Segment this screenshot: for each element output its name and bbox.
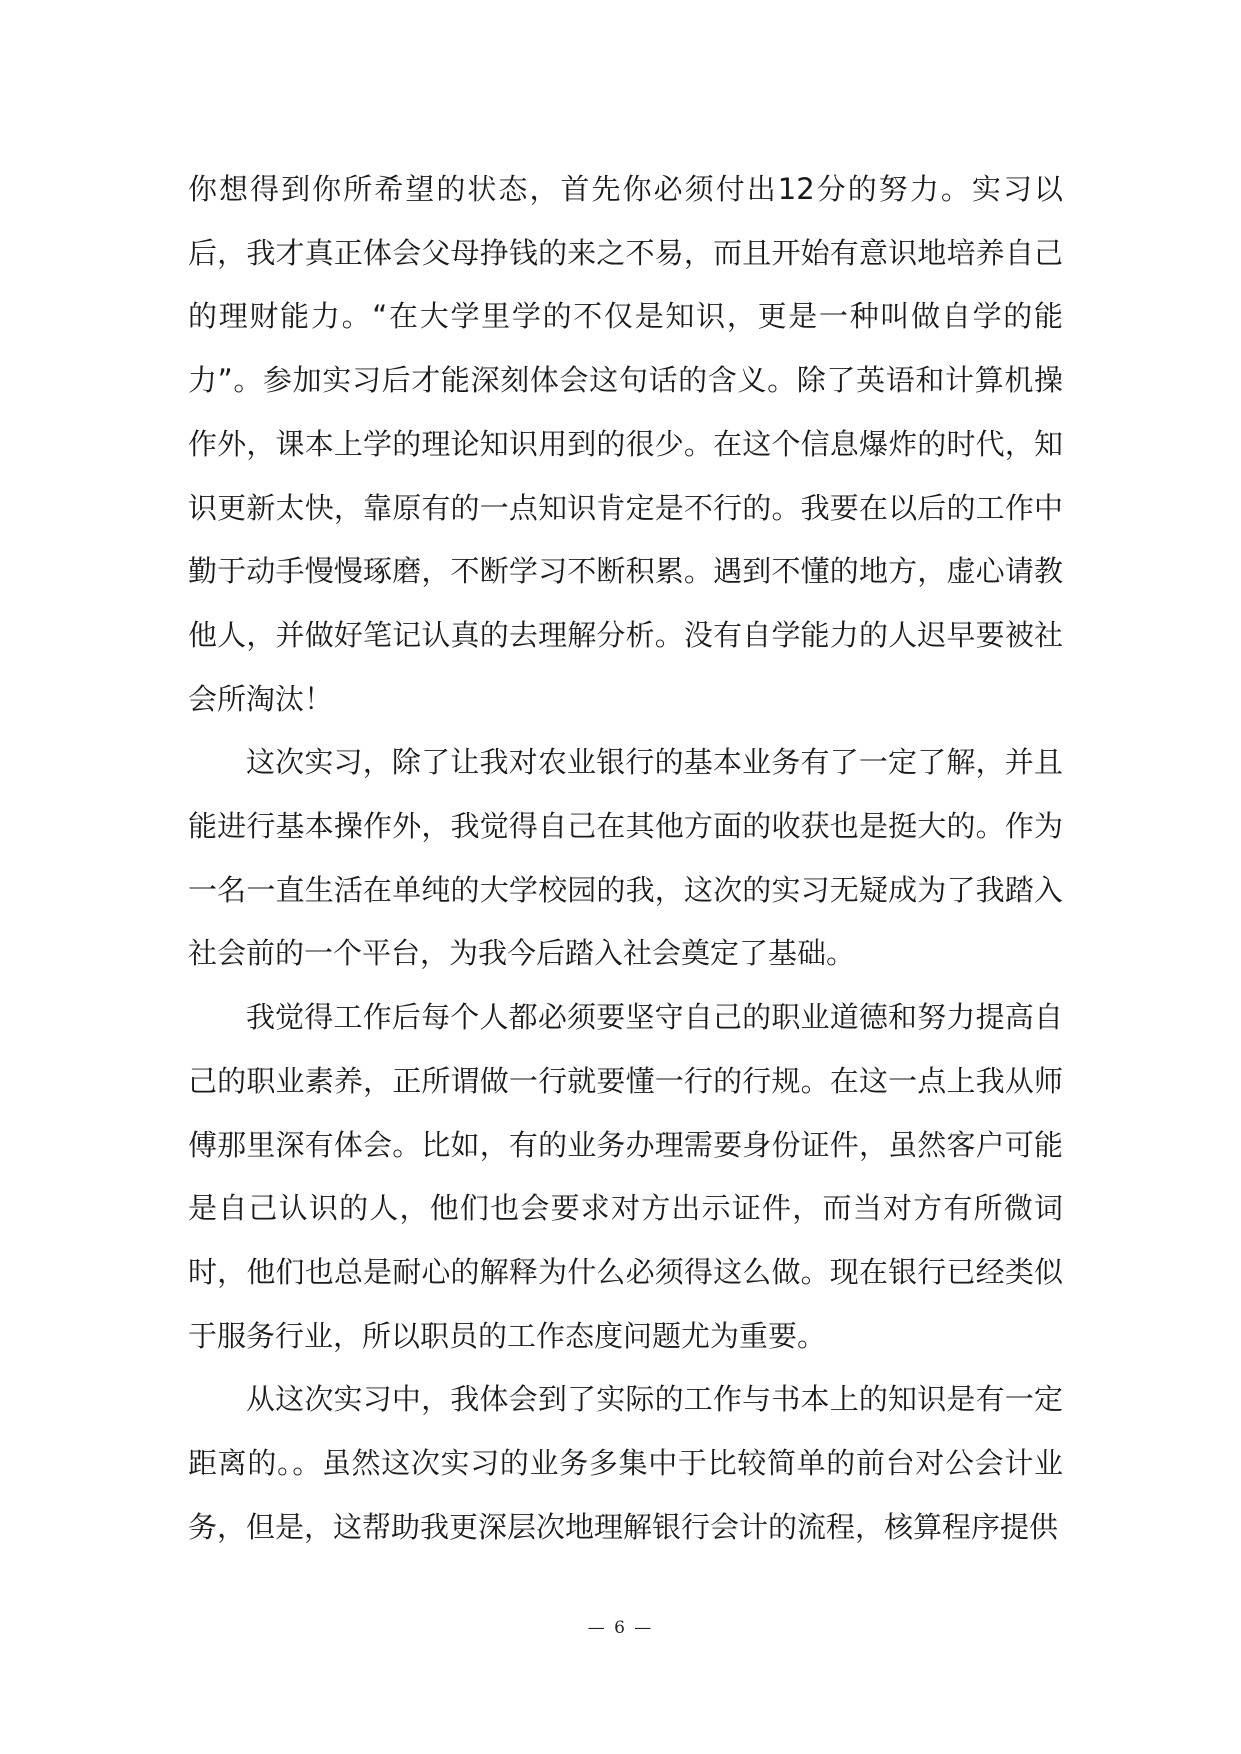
paragraph-3: 我觉得工作后每个人都必须要坚守自己的职业道德和努力提高自己的职业素养，正所谓做一行就要懂一行的行规。在这一点上我从师傅那里深有体会。比如，有的业务办理需要身份证件，虽然客户可能是自己认识的人，他们也会要求对方出示证件，而当对方有所微词时，他们也总是耐心的解释为什么必须得这么做。现在银行已经类似于服务行业，所以职员的工作态度问题尤为重要。 — [188, 1000, 1063, 1353]
paragraph-4: 从这次实习中，我体会到了实际的工作与书本上的知识是有一定距离的。。虽然这次实习的业务多集中于比较简单的前台对公会计业务，但是，这帮助我更深层次地理解银行会计的流程，核算程序提供 — [188, 1382, 1063, 1544]
paragraph-2: 这次实习，除了让我对农业银行的基本业务有了一定了解，并且能进行基本操作外，我觉得自己在其他方面的收获也是挺大的。作为一名一直生活在单纯的大学校园的我，这次的实习无疑成为了我踏入社会前的一个平台，为我今后踏入社会奠定了基础。 — [188, 745, 1063, 971]
paragraph-1: 你想得到你所希望的状态，首先你必须付出12分的努力。实习以后，我才真正体会父母挣钱的来之不易，而且开始有意识地培养自己的理财能力。“在大学里学的不仅是知识，更是一种叫做自学的能力”。参加实习后才能深刻体会这句话的含义。除了英语和计算机操作外，课本上学的理论知识用到的很少。在这个信息爆炸的时代，知识更新太快，靠原有的一点知识肯定是不行的。我要在以后的工作中勤于动手慢慢琢磨，不断学习不断积累。遇到不懂的地方，虚心请教他人，并做好笔记认真的去理解分析。没有自学能力的人迟早要被社会所淘汰！ — [188, 172, 1063, 716]
document-body — [188, 158, 1063, 1559]
page-number: — 6 — — [587, 1618, 654, 1638]
